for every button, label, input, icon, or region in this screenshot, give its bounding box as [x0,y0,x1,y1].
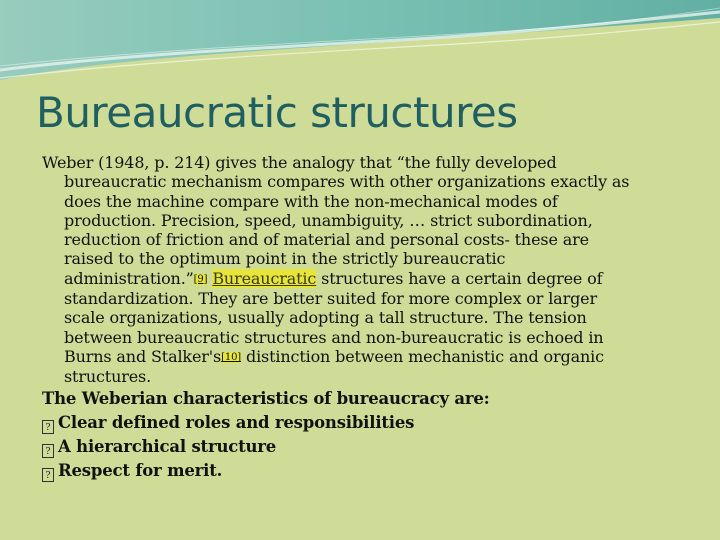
citation-link-9[interactable]: [9] [193,273,208,285]
decorative-wave-banner [0,0,720,90]
paragraph-line: standardization. They are better suited for more complex or larger [64,289,597,309]
paragraph-text: administration.” [64,268,194,288]
paragraph-line: production. Precision, speed, unambiguity, … strict subordination, [64,210,593,230]
paragraph-text: Burns and Stalker's [64,346,222,366]
paragraph-line: does the machine compare with the non-mechanical modes of [64,191,558,211]
characteristics-heading: The Weberian characteristics of bureaucracy are: [42,388,490,408]
paragraph-line: structures. [64,367,152,387]
slide-title: Bureaucratic structures [36,88,518,137]
paragraph-line: reduction of friction and of material and personal costs- these are [64,230,589,250]
paragraph-line: scale organizations, usually adopting a tall structure. The tension [64,308,587,328]
paragraph-line: raised to the optimum point in the strictly bureaucratic [64,249,506,269]
bullet-text: Respect for merit. [58,460,223,480]
bureaucratic-link[interactable]: Bureaucratic [212,268,317,288]
bullet-icon: ? [42,420,54,434]
weber-paragraph [42,153,710,387]
bullet-icon: ? [42,468,54,482]
bullet-item [42,435,710,459]
paragraph-text: structures have a certain degree of [316,268,603,288]
paragraph-line: bureaucratic mechanism compares with other organizations exactly as [64,172,630,192]
bullet-text: A hierarchical structure [58,436,277,456]
paragraph-line: between bureaucratic structures and non-bureaucratic is echoed in [64,327,604,347]
bullet-item [42,459,710,483]
slide-body [42,153,710,483]
paragraph-text: distinction between mechanistic and organic [241,346,604,366]
bullet-item [42,411,710,435]
bullet-icon: ? [42,444,54,458]
paragraph-line: Weber (1948, p. 214) gives the analogy that “the fully developed [42,153,557,172]
bullet-text: Clear defined roles and responsibilities [58,412,415,432]
citation-link-10[interactable]: [10] [221,351,242,363]
